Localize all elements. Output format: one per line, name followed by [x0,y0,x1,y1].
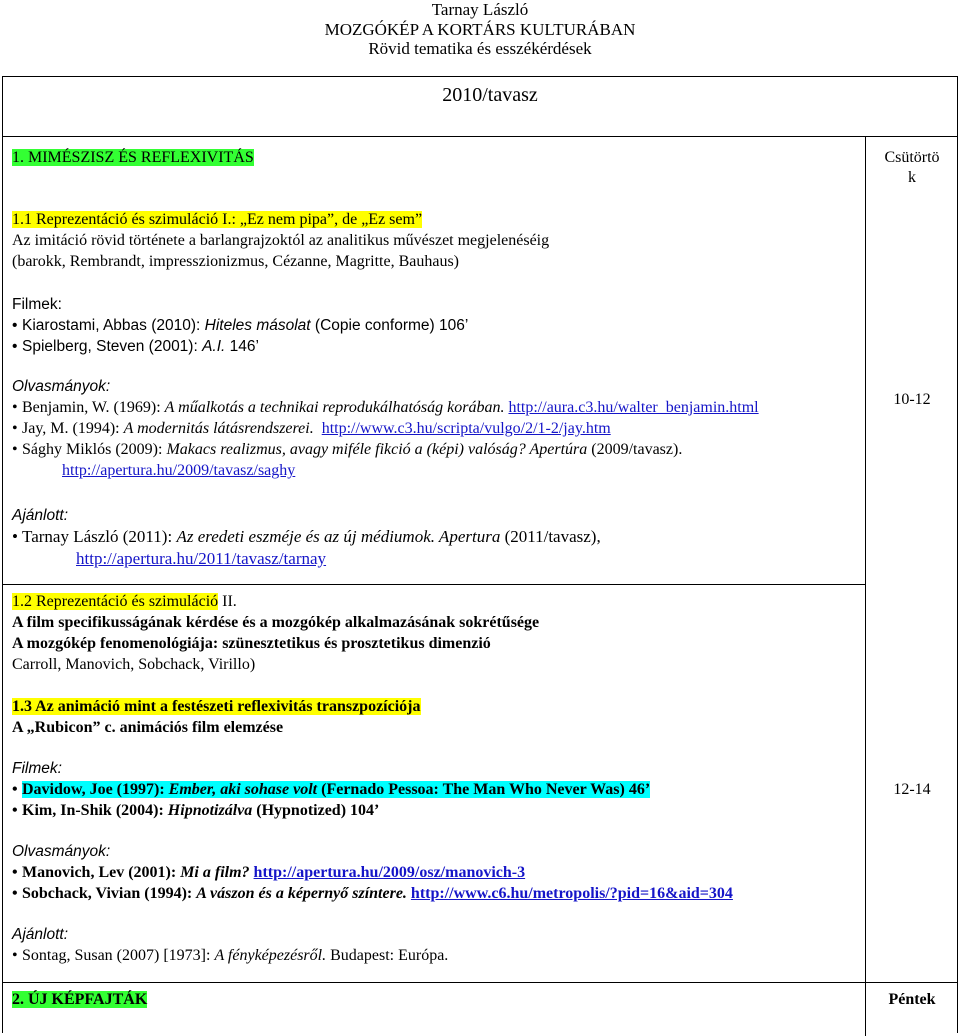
reading-item: • Jay, M. (1994): A modernitás látásrendszerei. http://www.c3.hu/scripta/vulgo/2/1-2/jay.htm [12,420,611,437]
reading-item: • Sághy Miklós (2009): Makacs realizmus, avagy miféle fikció a (képi) valóság? Apertúra (2009/tavasz). [12,441,683,458]
recommended-item-cont [76,549,326,569]
film-item: • Spielberg, Steven (2001): A.I. 146’ [12,338,259,355]
film-item: • Kiarostami, Abbas (2010): Hiteles másolat (Copie conforme) 106’ [12,317,469,334]
reading-link[interactable]: http://apertura.hu/2009/tavasz/saghy [62,462,296,479]
time-cell: 12-14 [893,781,931,798]
time-cell: 10-12 [893,391,931,408]
s11-title: 1.1 Reprezentáció és szimuláció I.: „Ez nem pipa”, de „Ez sem” [12,211,423,228]
s11-line: (barokk, Rembrandt, impresszionizmus, Cézanne, Magritte, Bauhaus) [12,253,459,270]
reading-item: • Benjamin, W. (1969): A műalkotás a technikai reprodukálhatóság korában. http://aura.c3.hu/walter_benjamin.html [12,399,759,416]
reading-item: • Manovich, Lev (2001): Mi a film? http://apertura.hu/2009/osz/manovich-3 [12,864,526,881]
reading-item-cont [62,461,295,481]
films-label: Filmek: [12,296,62,313]
course-subtitle: Rövid tematika és esszékérdések [368,39,592,58]
author-name: Tarnay László [431,0,529,19]
recommended-label: Ajánlott: [12,507,69,524]
day-cell [866,148,958,188]
recommended-item: • Tarnay László (2011): Az eredeti eszméje és az új médiumok. Apertura (2011/tavasz), [12,527,601,546]
recommended-link[interactable]: http://apertura.hu/2011/tavasz/tarnay [76,549,327,568]
table-divider [2,136,958,137]
s13-subtitle: A „Rubicon” c. animációs film elemzése [12,719,284,736]
table-divider [2,584,866,585]
document-header [0,0,960,59]
section-1-title: 1. MIMÉSZISZ ÉS REFLEXIVITÁS [12,149,254,166]
readings-label: Olvasmányok: [12,378,111,395]
s12-line: A mozgókép fenomenológiája: szünesztetikus és prosztetikus dimenzió [12,635,491,652]
day-label: Csütörtö [884,149,940,166]
recommended-item: • Sontag, Susan (2007) [1973]: A fényképezésről. Budapest: Európa. [12,947,449,964]
day-label-cont: k [908,169,916,186]
s12-line: Carroll, Manovich, Sobchack, Virillo) [12,656,256,673]
s13-title: 1.3 Az animáció mint a festészeti reflexivitás transzpozíciója [12,698,421,715]
reading-link[interactable]: http://www.c3.hu/scripta/vulgo/2/1-2/jay.htm [321,420,611,437]
semester-title: 2010/tavasz [442,84,538,106]
reading-link[interactable]: http://apertura.hu/2009/osz/manovich-3 [253,864,526,881]
recommended-label: Ajánlott: [12,926,69,943]
s12-title: 1.2 Reprezentáció és szimuláció II. [12,593,237,610]
films-label: Filmek: [12,760,62,777]
section-2-title: 2. ÚJ KÉPFAJTÁK [12,991,148,1008]
reading-item: • Sobchack, Vivian (1994): A vászon és a képernyő színtere. http://www.c6.hu/metropolis/?pid=16&aid=304 [12,885,733,902]
table-divider [2,982,958,983]
film-item: • Kim, In-Shik (2004): Hipnotizálva (Hypnotized) 104’ [12,802,380,819]
course-title: MOZGÓKÉP A KORTÁRS KULTURÁBAN [324,19,636,39]
film-item: • Davidow, Joe (1997): Ember, aki sohase volt (Fernado Pessoa: The Man Who Never Was) 46’ [12,781,651,798]
day-cell: Péntek [888,991,936,1008]
s12-line: A film specifikusságának kérdése és a mozgókép alkalmazásának sokrétűsége [12,614,540,631]
readings-label: Olvasmányok: [12,843,111,860]
s11-line: Az imitáció rövid története a barlangrajzoktól az analitikus művészet megjelenéséig [12,232,550,249]
reading-link[interactable]: http://aura.c3.hu/walter_benjamin.html [508,399,759,416]
reading-link[interactable]: http://www.c6.hu/metropolis/?pid=16&aid=304 [410,885,733,902]
column-divider [865,136,866,1036]
